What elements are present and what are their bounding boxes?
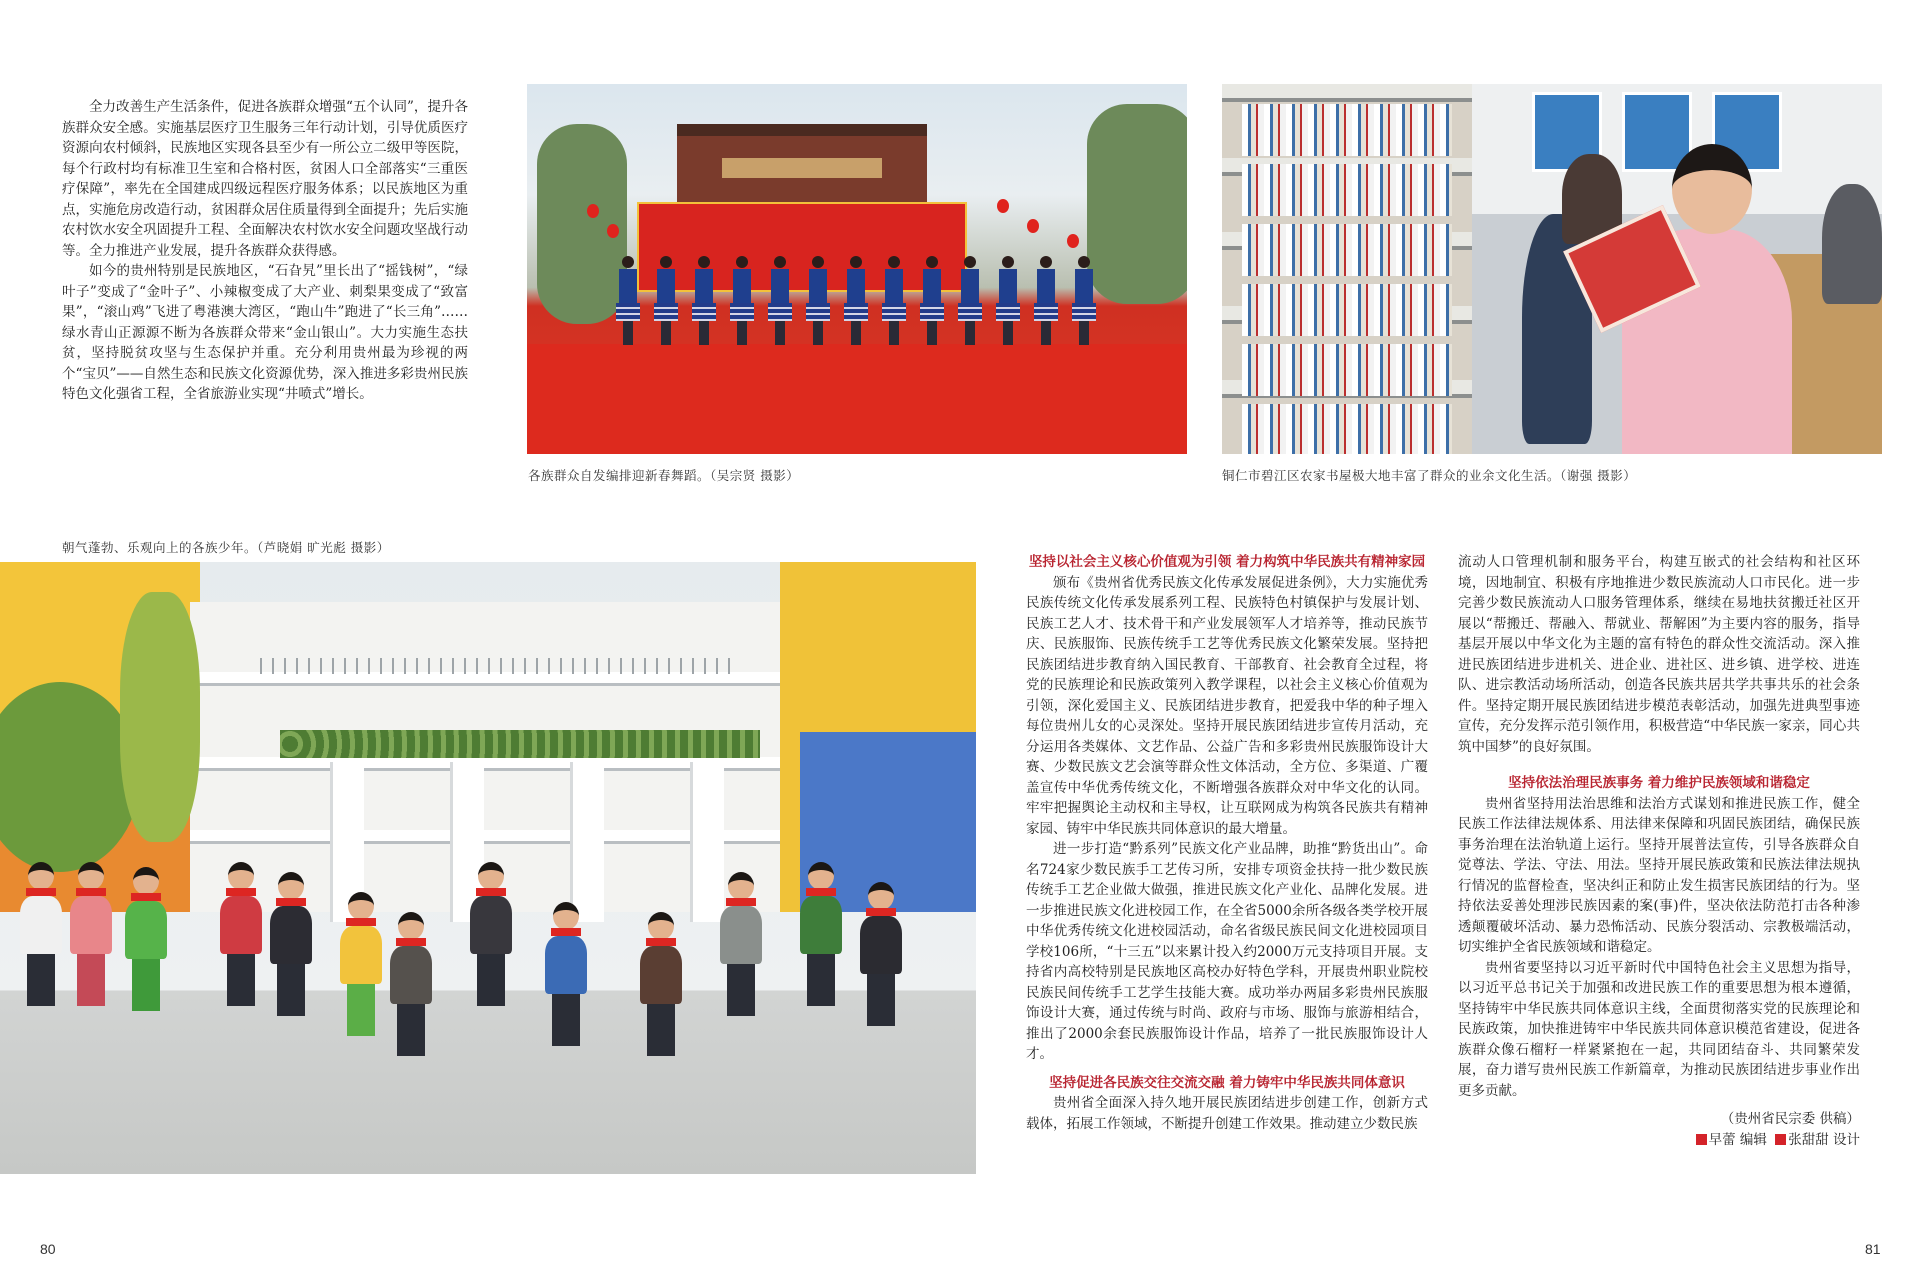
dancer xyxy=(733,256,751,346)
library-caption: 铜仁市碧江区农家书屋极大地丰富了群众的业余文化生活。（谢强 摄影） xyxy=(1222,468,1637,483)
dancer xyxy=(771,256,789,346)
student xyxy=(720,872,762,1016)
dancer xyxy=(657,256,675,346)
book-row xyxy=(1242,224,1452,276)
dancer xyxy=(1075,256,1093,346)
red-banner xyxy=(637,202,967,292)
book-row xyxy=(1242,404,1452,454)
book-row xyxy=(1242,164,1452,216)
adult-reader xyxy=(1822,184,1882,304)
library-photo xyxy=(1222,84,1882,454)
column xyxy=(690,762,724,922)
dancer xyxy=(999,256,1017,346)
tree xyxy=(1087,104,1187,304)
paragraph: 贵州省全面深入持久地开展民族团结进步创建工作，创新方式载体，拓展工作领域，不断提升创建工作效果。推动建立少数民族 xyxy=(1026,1095,1428,1132)
floor-band xyxy=(190,672,790,686)
schoolyard-photo xyxy=(0,562,976,1174)
lantern-icon xyxy=(1027,219,1039,233)
section-heading: 坚持以社会主义核心价值观为引领 着力构筑中华民族共有精神家园 xyxy=(1028,554,1426,570)
page-number-right: 81 xyxy=(1865,1241,1881,1257)
book-row xyxy=(1242,284,1452,336)
section-heading: 坚持促进各民族交往交流交融 着力铸牢中华民族共同体意识 xyxy=(1049,1074,1405,1091)
paragraph: 全力改善生产生活条件，促进各族群众增强“五个认同”，提升各族群众安全感。实施基层医疗卫生服务三年行动计划，引导优质医疗资源向农村倾斜，民族地区实现各县至少有一所公立二级甲等医院，每个行政村均有标准卫生室和合格村医，贫困人口全部落实“三重医疗保障”，率先在全国建成四级远程医疗服务体系；以民族地区为重点，实施危房改造行动，贫困群众居住质量得到全面提升；先后实施农村饮水安全巩固提升工程、全面解决农村饮水安全问题攻坚战行动等。全力推进产业发展，提升各族群众获得感。 xyxy=(62,99,468,259)
paragraph: 颁布《贵州省优秀民族文化传承发展促进条例》，大力实施优秀民族传统文化传承发展系列工程、民族特色村镇保护与发展计划、民族工艺人才、技术骨干和产业发展领军人才培养等，推动民族节庆、民族服饰、民族传统手工艺等优秀民族文化繁荣发展。坚持把民族团结进步教育纳入国民教育、干部教育、社会教育全过程，将党的民族理论和民族政策列入教学课程，以社会主义核心价值观为引领，深化爱国主义、民族团结进步教育，把爱我中华的种子埋入每位贵州儿女的心灵深处。坚持开展民族团结进步宣传月活动，充分运用各类媒体、文艺作品、公益广告和多彩贵州民族服饰设计大赛、少数民族文艺会演等群众性文体活动，全方位、多渠道、广覆盖宣传中华优秀传统文化，不断增强各族群众对中华文化的认同。牢牢把握舆论主动权和主导权，让互联网成为构筑各民族共有精神家园、铸牢中华民族共同体意识的最大增量。 xyxy=(1026,574,1428,837)
student xyxy=(20,862,62,1006)
middle-column-text xyxy=(1026,552,1428,1134)
student xyxy=(640,912,682,1056)
lantern-icon xyxy=(1067,234,1079,248)
lantern-icon xyxy=(997,199,1009,213)
student xyxy=(70,862,112,1006)
dancer xyxy=(809,256,827,346)
dancer xyxy=(923,256,941,346)
paragraph: 进一步打造“黔系列”民族文化产业品牌，助推“黔货出山”。命名724家少数民族手工艺传习所，安排专项资金扶持一批少数民族传统手工艺企业做大做强，推进民族文化产业化、品牌化发展。进一步推进民族文化进校园工作，在全省5000余所各级各类学校开展中华优秀传统文化进校园活动，命名省级民族民间文化进校园项目学校106所，“十三五”以来累计投入约2000万元支持项目开展。支持省内高校特别是民族地区高校办好特色学科，开展贵州职业院校民族民间传统手工艺学生技能大赛。成功举办两届多彩贵州民族服饰设计大赛，通过传统与时尚、政府与市场、服饰与旅游相结合，推出了2000余套民族服饰设计作品，培养了一批民族服饰设计人才。 xyxy=(1026,841,1428,1062)
section-heading: 坚持依法治理民族事务 着力维护民族领域和谐稳定 xyxy=(1508,775,1810,791)
dancer xyxy=(847,256,865,346)
paragraph: 贵州省要坚持以习近平新时代中国特色社会主义思想为指导，以习近平总书记关于加强和改进民族工作的重要思想为根本遵循，坚持铸牢中华民族共同体意识主线，全面贯彻落实党的民族理论和民族政策，加快推进铸牢中华民族共同体意识模范省建设，促进各族群众像石榴籽一样紧紧抱在一起，共同团结奋斗、共同繁荣发展，奋力谱写贵州民族工作新篇章，为推动民族团结进步事业作出更多贡献。 xyxy=(1458,959,1860,1099)
student xyxy=(340,892,382,1036)
dancer xyxy=(695,256,713,346)
book-row xyxy=(1242,104,1452,156)
column xyxy=(570,762,604,922)
girl-head xyxy=(1672,144,1752,234)
book-row xyxy=(1242,344,1452,396)
student xyxy=(390,912,432,1056)
festival-caption: 各族群众自发编排迎新春舞蹈。（吴宗贤 摄影） xyxy=(528,468,800,483)
dancer xyxy=(885,256,903,346)
red-square-icon xyxy=(1775,1134,1786,1145)
source-credit: （贵州省民宗委 供稿） xyxy=(1720,1111,1860,1127)
student xyxy=(545,902,587,1046)
paragraph: 流动人口管理机制和服务平台，构建互嵌式的社会结构和社区环境，因地制宜、积极有序地推进少数民族流动人口市民化。进一步完善少数民族流动人口服务管理体系，继续在易地扶贫搬迁社区开展以“帮搬迁、帮融入、帮就业、帮解困”为主要内容的服务，指导基层开展以中华文化为主题的富有特色的群众性交流活动。深入推进民族团结进步进机关、进企业、进社区、进乡镇、进学校、进连队、进宗教活动场所活动，创造各民族共居共学共事共乐的社会条件。坚持定期开展民族团结进步模范表彰活动，加强先进典型事迹宣传，充分发挥示范引领作用，积极营造“中华民族一家亲，同心共筑中国梦”的良好氛围。 xyxy=(1458,554,1860,755)
dancer xyxy=(1037,256,1055,346)
school-caption: 朝气蓬勃、乐观向上的各族少年。（芦晓娟 旷光彪 摄影） xyxy=(62,540,390,555)
student xyxy=(860,882,902,1026)
dancer xyxy=(619,256,637,346)
right-column-text xyxy=(1458,552,1860,1150)
designer-label: 张甜甜 设计 xyxy=(1788,1131,1860,1148)
planters xyxy=(280,730,760,758)
left-top-text xyxy=(62,97,468,405)
paragraph: 贵州省坚持用法治思维和法治方式谋划和推进民族工作，健全民族工作法律法规体系、用法律来保障和巩固民族团结，确保民族事务治理在法治轨道上运行。坚持开展普法宣传，引导各族群众自觉尊法、学法、守法、用法。坚持开展民族政策和民族法律法规执行情况的监督检查，坚决纠正和防止发生损害民族团结的行为。坚持依法妥善处理涉民族因素的案(事)件，坚决依法防范打击各种渗透颠覆破坏活动、暴力恐怖活动、民族分裂活动、宗教极端活动，切实维护全省民族领域和谐稳定。 xyxy=(1458,795,1860,955)
editor-label: 早蕾 编辑 xyxy=(1708,1131,1767,1148)
tree xyxy=(120,592,200,842)
student xyxy=(270,872,312,1016)
red-stage xyxy=(527,344,1187,454)
festival-dance-photo xyxy=(527,84,1187,454)
paragraph: 如今的贵州特别是民族地区，“石旮旯”里长出了“摇钱树”，“绿叶子”变成了“金叶子”、小辣椒变成了大产业、刺梨果变成了“致富果”，“滚山鸡”飞进了粤港澳大湾区，“跑山牛”跑进了“长三角”……绿水青山正源源不断为各族群众带来“金山银山”。大力实施生态扶贫，坚持脱贫攻坚与生态保护并重。充分利用贵州最为珍视的两个“宝贝”——自然生态和民族文化资源优势，深入推进多彩贵州民族特色文化强省工程，全省旅游业实现“井喷式”增长。 xyxy=(62,263,468,402)
staff-credit xyxy=(1458,1130,1860,1151)
red-square-icon xyxy=(1696,1134,1707,1145)
student xyxy=(800,862,842,1006)
railing xyxy=(260,658,740,674)
page-number-left: 80 xyxy=(40,1241,56,1257)
gate-sign xyxy=(722,158,882,178)
lantern-icon xyxy=(607,224,619,238)
lantern-icon xyxy=(587,204,599,218)
student xyxy=(470,862,512,1006)
dancer xyxy=(961,256,979,346)
student xyxy=(125,867,167,1011)
student xyxy=(220,862,262,1006)
